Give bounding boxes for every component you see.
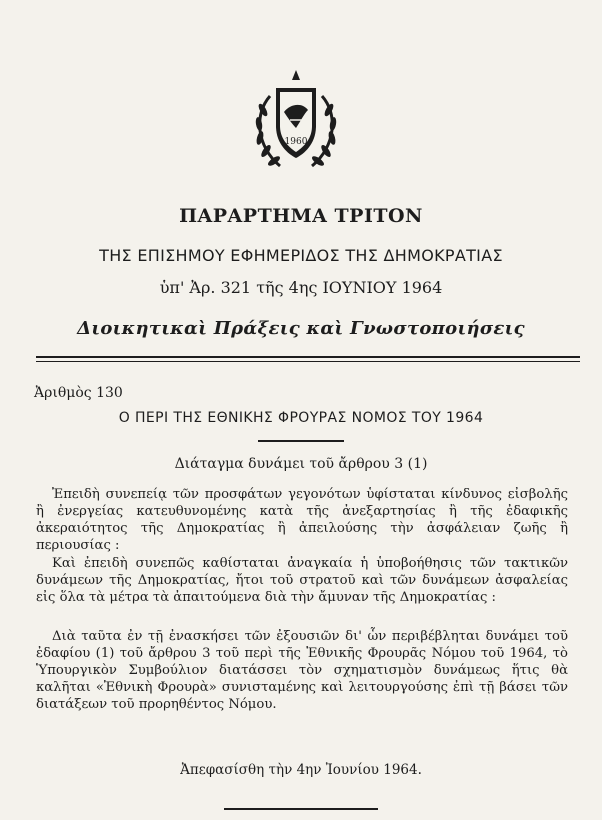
title-divider xyxy=(258,440,344,442)
footer-divider xyxy=(224,808,378,810)
decree-line: Διάταγμα δυνάμει τοῦ ἄρθρου 3 (1) xyxy=(174,456,428,472)
header-rule-thin xyxy=(36,361,580,362)
header-rule-thick xyxy=(36,356,580,358)
paragraph-whereas-2: Καὶ ἐπειδὴ συνεπῶς καθίσταται ἀναγκαία ἡ ὑποβοήθησις τῶν τακτικῶν δυνάμεων τῆς Δημοκρατίας, ἤτοι τοῦ στρατοῦ καὶ τῶν δυνάμεων ἀσφαλείας εἰς ὅλα τὰ μέτρα τὰ ἀπαιτούμενα διὰ τὴν ἄμυναν τῆς Δημοκρατίας : xyxy=(36,556,568,605)
section-title: Διοικητικαὶ Πράξεις καὶ Γνωστοποιήσεις xyxy=(77,318,525,339)
svg-text:1960: 1960 xyxy=(284,137,308,147)
annex-title: ΠΑΡΑΡΤΗΜΑ ΤΡΙΤΟΝ xyxy=(179,205,423,227)
paragraph-whereas-1: Ἐπειδὴ συνεπείᾳ τῶν προσφάτων γεγονότων ὑφίσταται κίνδυνος εἰσβολῆς ἢ ἐνεργείας κατευθυνομένης κατὰ τῆς ἀνεξαρτησίας ἢ τῆς ἐδαφικῆς ἀκεραιότητος τῆς Δημοκρατίας ἢ ἀπειλούσης τὴν ἀσφάλειαν ζωῆς ἢ περιουσίας : xyxy=(36,487,568,553)
coat-of-arms-emblem xyxy=(246,66,346,178)
act-number: Ἀριθμὸς 130 xyxy=(34,385,123,401)
decision-date: Ἀπεφασίσθη τὴν 4ην Ἰουνίου 1964. xyxy=(180,762,422,778)
issue-line: ὑπ' Ἀρ. 321 τῆς 4ης ΙΟΥΝΙΟΥ 1964 xyxy=(159,278,443,297)
law-title: Ο ΠΕΡΙ ΤΗΣ ΕΘΝΙΚΗΣ ΦΡΟΥΡΑΣ ΝΟΜΟΣ ΤΟΥ 1964 xyxy=(118,410,484,426)
paragraph-order: Διὰ ταῦτα ἐν τῇ ἐνασκήσει τῶν ἐξουσιῶν δι' ὧν περιβέβληται δυνάμει τοῦ ἐδαφίου (1) τοῦ ἄρθρου 3 τοῦ περὶ τῆς Ἐθνικῆς Φρουρᾶς Νόμου τοῦ 1964, τὸ Ὑπουργικὸν Συμβούλιον διατάσσει τὸν σχηματισμὸν δυνάμεως ἥτις θὰ καλῆται «Ἐθνικὴ Φρουρὰ» συνισταμένης καὶ λειτουργούσης ἐπὶ τῇ βάσει τῶν διατάξεων τοῦ προρηθέντος Νόμου. xyxy=(36,629,568,712)
gazette-title: ΤΗΣ ΕΠΙΣΗΜΟΥ ΕΦΗΜΕΡΙΔΟΣ ΤΗΣ ΔΗΜΟΚΡΑΤΙΑΣ xyxy=(99,246,503,265)
